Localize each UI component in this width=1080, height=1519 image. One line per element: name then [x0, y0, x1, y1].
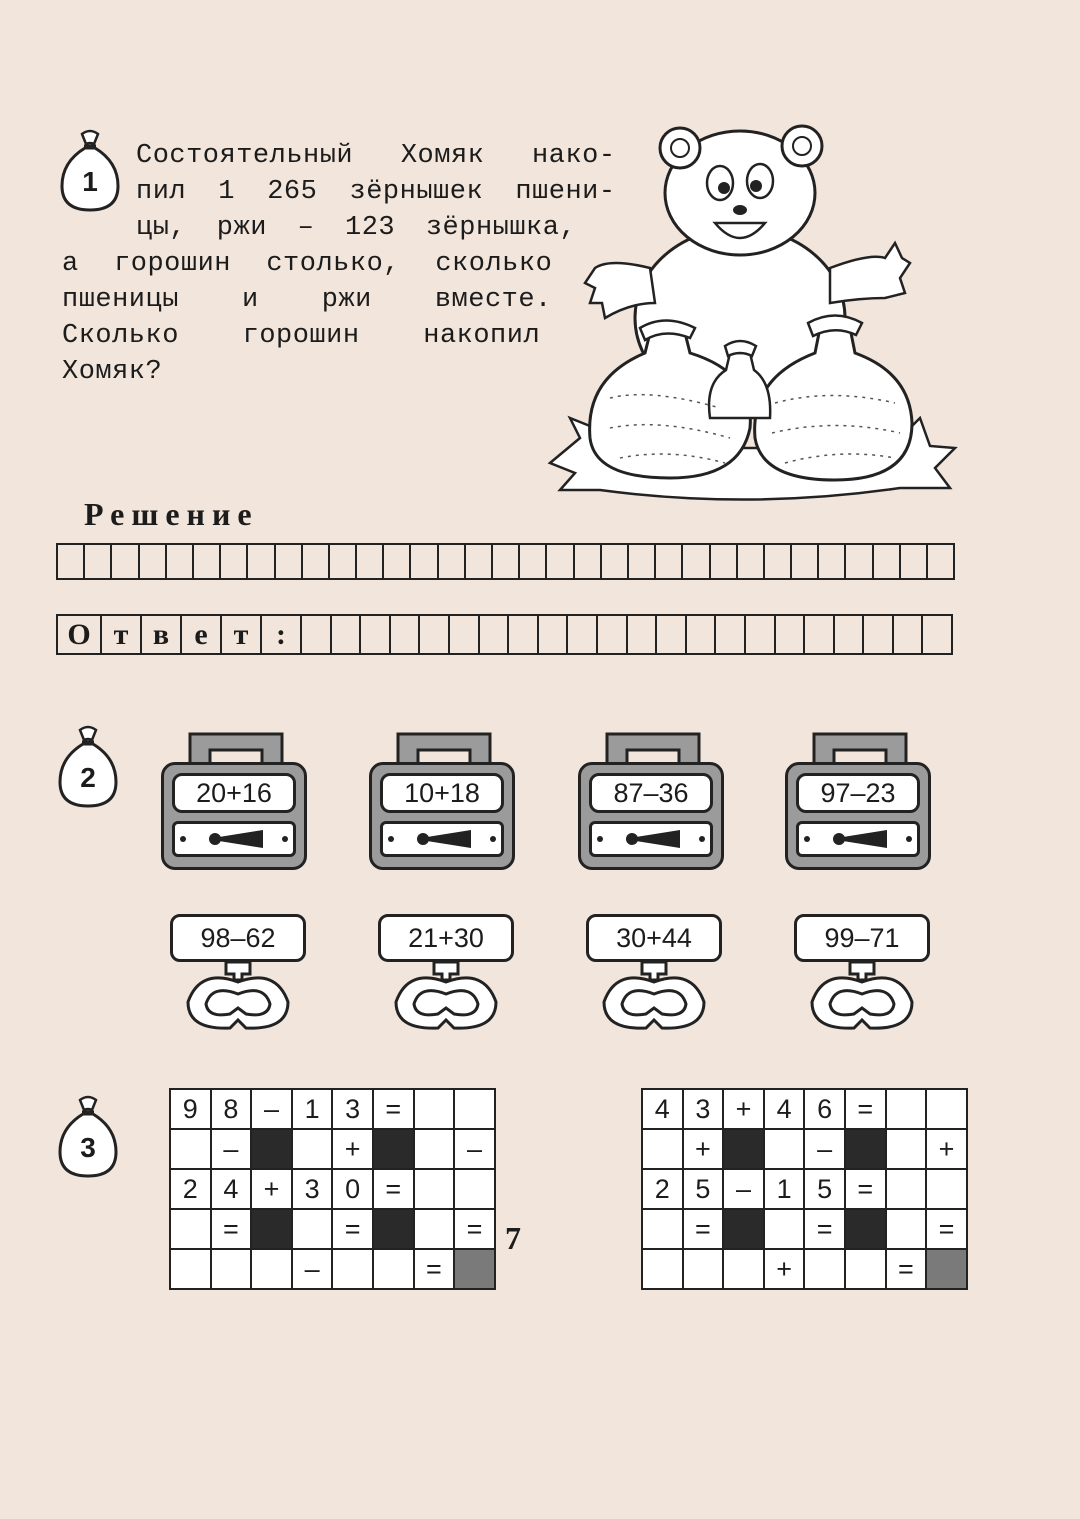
- grid-cell[interactable]: [439, 543, 466, 580]
- crossword-cell[interactable]: [845, 1249, 886, 1289]
- grid-cell[interactable]: [194, 543, 221, 580]
- crossword-cell[interactable]: [642, 1249, 683, 1289]
- grid-cell[interactable]: [716, 614, 746, 655]
- grid-cell[interactable]: [568, 614, 598, 655]
- crossword-cell[interactable]: [642, 1129, 683, 1169]
- padlock-body: [785, 762, 931, 870]
- crossword-cell[interactable]: –: [723, 1169, 764, 1209]
- answer-highlight-cell[interactable]: [454, 1249, 495, 1289]
- grid-cell[interactable]: [420, 614, 450, 655]
- crossword-cell[interactable]: [170, 1249, 211, 1289]
- crossword-cell[interactable]: =: [414, 1249, 455, 1289]
- key[interactable]: [586, 914, 722, 1034]
- problem-text-line: Сколько горошин накопил: [62, 321, 541, 351]
- keyhole-plate: [172, 821, 296, 857]
- key-bow-icon: [388, 958, 504, 1034]
- keyhole-icon: [383, 824, 501, 854]
- crossword-cell[interactable]: [723, 1249, 764, 1289]
- grid-cell[interactable]: [450, 614, 480, 655]
- crossword-cell[interactable]: [886, 1089, 927, 1129]
- crossword-cell[interactable]: [332, 1249, 373, 1289]
- grid-cell[interactable]: [711, 543, 738, 580]
- task-number-badge-3: [54, 1094, 122, 1180]
- key-bow-icon: [596, 958, 712, 1034]
- crossword-cell[interactable]: +: [723, 1089, 764, 1129]
- crossword-cell[interactable]: –: [804, 1129, 845, 1169]
- grid-cell[interactable]: [805, 614, 835, 655]
- blocked-cell: [845, 1129, 886, 1169]
- blocked-cell: [373, 1129, 414, 1169]
- crossword-cell[interactable]: [211, 1249, 252, 1289]
- grid-cell[interactable]: [167, 543, 194, 580]
- grid-cell[interactable]: [276, 543, 303, 580]
- crossword-cell[interactable]: [292, 1209, 333, 1249]
- task-number: 3: [80, 1132, 96, 1163]
- crossword-cell[interactable]: 5: [683, 1169, 724, 1209]
- crossword-cell[interactable]: 3: [332, 1089, 373, 1129]
- grid-cell[interactable]: [303, 543, 330, 580]
- task-number-badge-1: [56, 128, 124, 214]
- crossword-cell[interactable]: 9: [170, 1089, 211, 1129]
- key-bow-icon: [804, 958, 920, 1034]
- grid-cell[interactable]: [520, 543, 547, 580]
- keyhole-icon: [175, 824, 293, 854]
- grid-cell[interactable]: [302, 614, 332, 655]
- grid-cell[interactable]: [894, 614, 924, 655]
- padlock-expression: 87–36: [589, 773, 713, 813]
- crossword-cell[interactable]: [414, 1089, 455, 1129]
- crossword-cell[interactable]: +: [251, 1169, 292, 1209]
- grid-cell[interactable]: [221, 543, 248, 580]
- grid-cell[interactable]: [547, 543, 574, 580]
- grid-cell[interactable]: [864, 614, 894, 655]
- grid-cell[interactable]: [357, 543, 384, 580]
- problem-text-line: Хомяк?: [62, 357, 163, 387]
- crossword-cell[interactable]: =: [211, 1209, 252, 1249]
- crossword-cell[interactable]: 3: [683, 1089, 724, 1129]
- answer-label-letter: е: [182, 614, 222, 655]
- crossword-cell[interactable]: 4: [642, 1089, 683, 1129]
- grid-cell[interactable]: [509, 614, 539, 655]
- crossword-cell[interactable]: [373, 1249, 414, 1289]
- blocked-cell: [723, 1129, 764, 1169]
- answer-label-letter: т: [222, 614, 262, 655]
- grid-cell[interactable]: [58, 543, 85, 580]
- crossword-cell[interactable]: [454, 1089, 495, 1129]
- crossword-cell[interactable]: [251, 1249, 292, 1289]
- crossword-cell[interactable]: [764, 1129, 805, 1169]
- crossword-cell[interactable]: [170, 1129, 211, 1169]
- grid-cell[interactable]: [835, 614, 865, 655]
- grid-cell[interactable]: [792, 543, 819, 580]
- crossword-cell[interactable]: =: [454, 1209, 495, 1249]
- keyhole-icon: [799, 824, 917, 854]
- grid-cell[interactable]: [923, 614, 953, 655]
- crossword-cell[interactable]: –: [211, 1129, 252, 1169]
- padlock[interactable]: [785, 730, 931, 900]
- grid-cell[interactable]: [819, 543, 846, 580]
- hamster-with-sacks-illustration: [540, 118, 960, 508]
- padlock[interactable]: [578, 730, 724, 900]
- crossword-cell[interactable]: =: [845, 1089, 886, 1129]
- crossword-cell[interactable]: [804, 1249, 845, 1289]
- crossword-cell[interactable]: =: [804, 1209, 845, 1249]
- grid-cell[interactable]: [85, 543, 112, 580]
- crossword-cell[interactable]: [170, 1209, 211, 1249]
- blocked-cell: [251, 1129, 292, 1169]
- grid-cell[interactable]: [765, 543, 792, 580]
- crossword-cell[interactable]: –: [454, 1129, 495, 1169]
- keyhole-plate: [796, 821, 920, 857]
- padlock-body: [161, 762, 307, 870]
- crossword-right[interactable]: [641, 1088, 968, 1290]
- grid-cell[interactable]: [361, 614, 391, 655]
- key-expression: 98–62: [170, 914, 306, 962]
- grid-cell[interactable]: [539, 614, 569, 655]
- crossword-cell[interactable]: –: [292, 1249, 333, 1289]
- crossword-cell[interactable]: [764, 1209, 805, 1249]
- crossword-cell[interactable]: [886, 1209, 927, 1249]
- grid-cell[interactable]: [598, 614, 628, 655]
- answer-label-letter: :: [262, 614, 302, 655]
- grid-cell[interactable]: [384, 543, 411, 580]
- answer-label-letter: т: [102, 614, 142, 655]
- crossword-cell[interactable]: [642, 1209, 683, 1249]
- problem-text-line: а горошин столько, сколько: [62, 249, 553, 279]
- crossword-cell[interactable]: [292, 1129, 333, 1169]
- answer-label-letter: О: [58, 614, 102, 655]
- keyhole-icon: [592, 824, 710, 854]
- grid-cell[interactable]: [746, 614, 776, 655]
- grid-cell[interactable]: [901, 543, 928, 580]
- problem-text-line: Состоятельный Хомяк нако-: [136, 141, 616, 171]
- key[interactable]: [378, 914, 514, 1034]
- grid-cell[interactable]: [928, 543, 955, 580]
- solution-label: Решение: [84, 496, 259, 532]
- grid-cell[interactable]: [112, 543, 139, 580]
- grid-cell[interactable]: [480, 614, 510, 655]
- grid-cell[interactable]: [575, 543, 602, 580]
- key-expression: 30+44: [586, 914, 722, 962]
- crossword-cell[interactable]: =: [373, 1169, 414, 1209]
- crossword-cell[interactable]: [414, 1209, 455, 1249]
- crossword-cell[interactable]: 8: [211, 1089, 252, 1129]
- grid-cell[interactable]: [248, 543, 275, 580]
- grid-cell[interactable]: [846, 543, 873, 580]
- grid-cell[interactable]: [140, 543, 167, 580]
- grid-cell[interactable]: [687, 614, 717, 655]
- grid-cell[interactable]: [683, 543, 710, 580]
- blocked-cell: [845, 1209, 886, 1249]
- solution-grid[interactable]: [56, 543, 955, 580]
- task-number-badge-2: [54, 724, 122, 810]
- padlock-body: [578, 762, 724, 870]
- grid-cell[interactable]: [493, 543, 520, 580]
- answer-highlight-cell[interactable]: [926, 1249, 967, 1289]
- problem-text-line: пил 1 265 зёрнышек пшени-: [136, 177, 616, 207]
- grid-cell[interactable]: [656, 543, 683, 580]
- key-bow-icon: [180, 958, 296, 1034]
- blocked-cell: [373, 1209, 414, 1249]
- keyhole-plate: [380, 821, 504, 857]
- crossword-cell[interactable]: 1: [292, 1089, 333, 1129]
- crossword-cell[interactable]: =: [683, 1209, 724, 1249]
- crossword-cell[interactable]: 2: [642, 1169, 683, 1209]
- crossword-cell[interactable]: =: [332, 1209, 373, 1249]
- crossword-cell[interactable]: 5: [804, 1169, 845, 1209]
- crossword-cell[interactable]: +: [683, 1129, 724, 1169]
- crossword-cell[interactable]: +: [926, 1129, 967, 1169]
- grid-cell[interactable]: [657, 614, 687, 655]
- problem-text-line: цы, ржи – 123 зёрнышка,: [136, 213, 577, 243]
- answer-grid[interactable]: [56, 614, 953, 655]
- crossword-left[interactable]: [169, 1088, 496, 1290]
- key-expression: 21+30: [378, 914, 514, 962]
- grid-cell[interactable]: [332, 614, 362, 655]
- padlock-expression: 20+16: [172, 773, 296, 813]
- crossword-cell[interactable]: [926, 1089, 967, 1129]
- blocked-cell: [723, 1209, 764, 1249]
- crossword-cell[interactable]: –: [251, 1089, 292, 1129]
- grid-cell[interactable]: [738, 543, 765, 580]
- page-number: 7: [505, 1220, 521, 1256]
- crossword-cell[interactable]: [886, 1129, 927, 1169]
- grid-cell[interactable]: [628, 614, 658, 655]
- padlock-expression: 97–23: [796, 773, 920, 813]
- crossword-cell[interactable]: 4: [211, 1169, 252, 1209]
- crossword-cell[interactable]: 3: [292, 1169, 333, 1209]
- grid-cell[interactable]: [330, 543, 357, 580]
- grid-cell[interactable]: [629, 543, 656, 580]
- crossword-cell[interactable]: 0: [332, 1169, 373, 1209]
- grid-cell[interactable]: [391, 614, 421, 655]
- grid-cell[interactable]: [874, 543, 901, 580]
- crossword-cell[interactable]: 4: [764, 1089, 805, 1129]
- key[interactable]: [794, 914, 930, 1034]
- crossword-cell[interactable]: =: [373, 1089, 414, 1129]
- crossword-cell[interactable]: +: [764, 1249, 805, 1289]
- padlock-body: [369, 762, 515, 870]
- padlock-expression: 10+18: [380, 773, 504, 813]
- crossword-cell[interactable]: =: [886, 1249, 927, 1289]
- answer-label-letter: в: [142, 614, 182, 655]
- crossword-cell[interactable]: =: [845, 1169, 886, 1209]
- keyhole-plate: [589, 821, 713, 857]
- crossword-cell[interactable]: [683, 1249, 724, 1289]
- crossword-cell[interactable]: 2: [170, 1169, 211, 1209]
- task-number: 2: [80, 762, 96, 793]
- crossword-cell[interactable]: 6: [804, 1089, 845, 1129]
- key-expression: 99–71: [794, 914, 930, 962]
- padlock[interactable]: [161, 730, 307, 900]
- crossword-cell[interactable]: [886, 1169, 927, 1209]
- crossword-cell[interactable]: [414, 1169, 455, 1209]
- problem-text-line: пшеницы и ржи вместе.: [62, 285, 552, 315]
- blocked-cell: [251, 1209, 292, 1249]
- crossword-cell[interactable]: [454, 1169, 495, 1209]
- key[interactable]: [170, 914, 306, 1034]
- padlock[interactable]: [369, 730, 515, 900]
- crossword-cell[interactable]: 1: [764, 1169, 805, 1209]
- grid-cell[interactable]: [411, 543, 438, 580]
- task-number: 1: [82, 166, 98, 197]
- crossword-cell[interactable]: =: [926, 1209, 967, 1249]
- crossword-cell[interactable]: +: [332, 1129, 373, 1169]
- crossword-cell[interactable]: [926, 1169, 967, 1209]
- grid-cell[interactable]: [602, 543, 629, 580]
- crossword-cell[interactable]: [414, 1129, 455, 1169]
- grid-cell[interactable]: [776, 614, 806, 655]
- grid-cell[interactable]: [466, 543, 493, 580]
